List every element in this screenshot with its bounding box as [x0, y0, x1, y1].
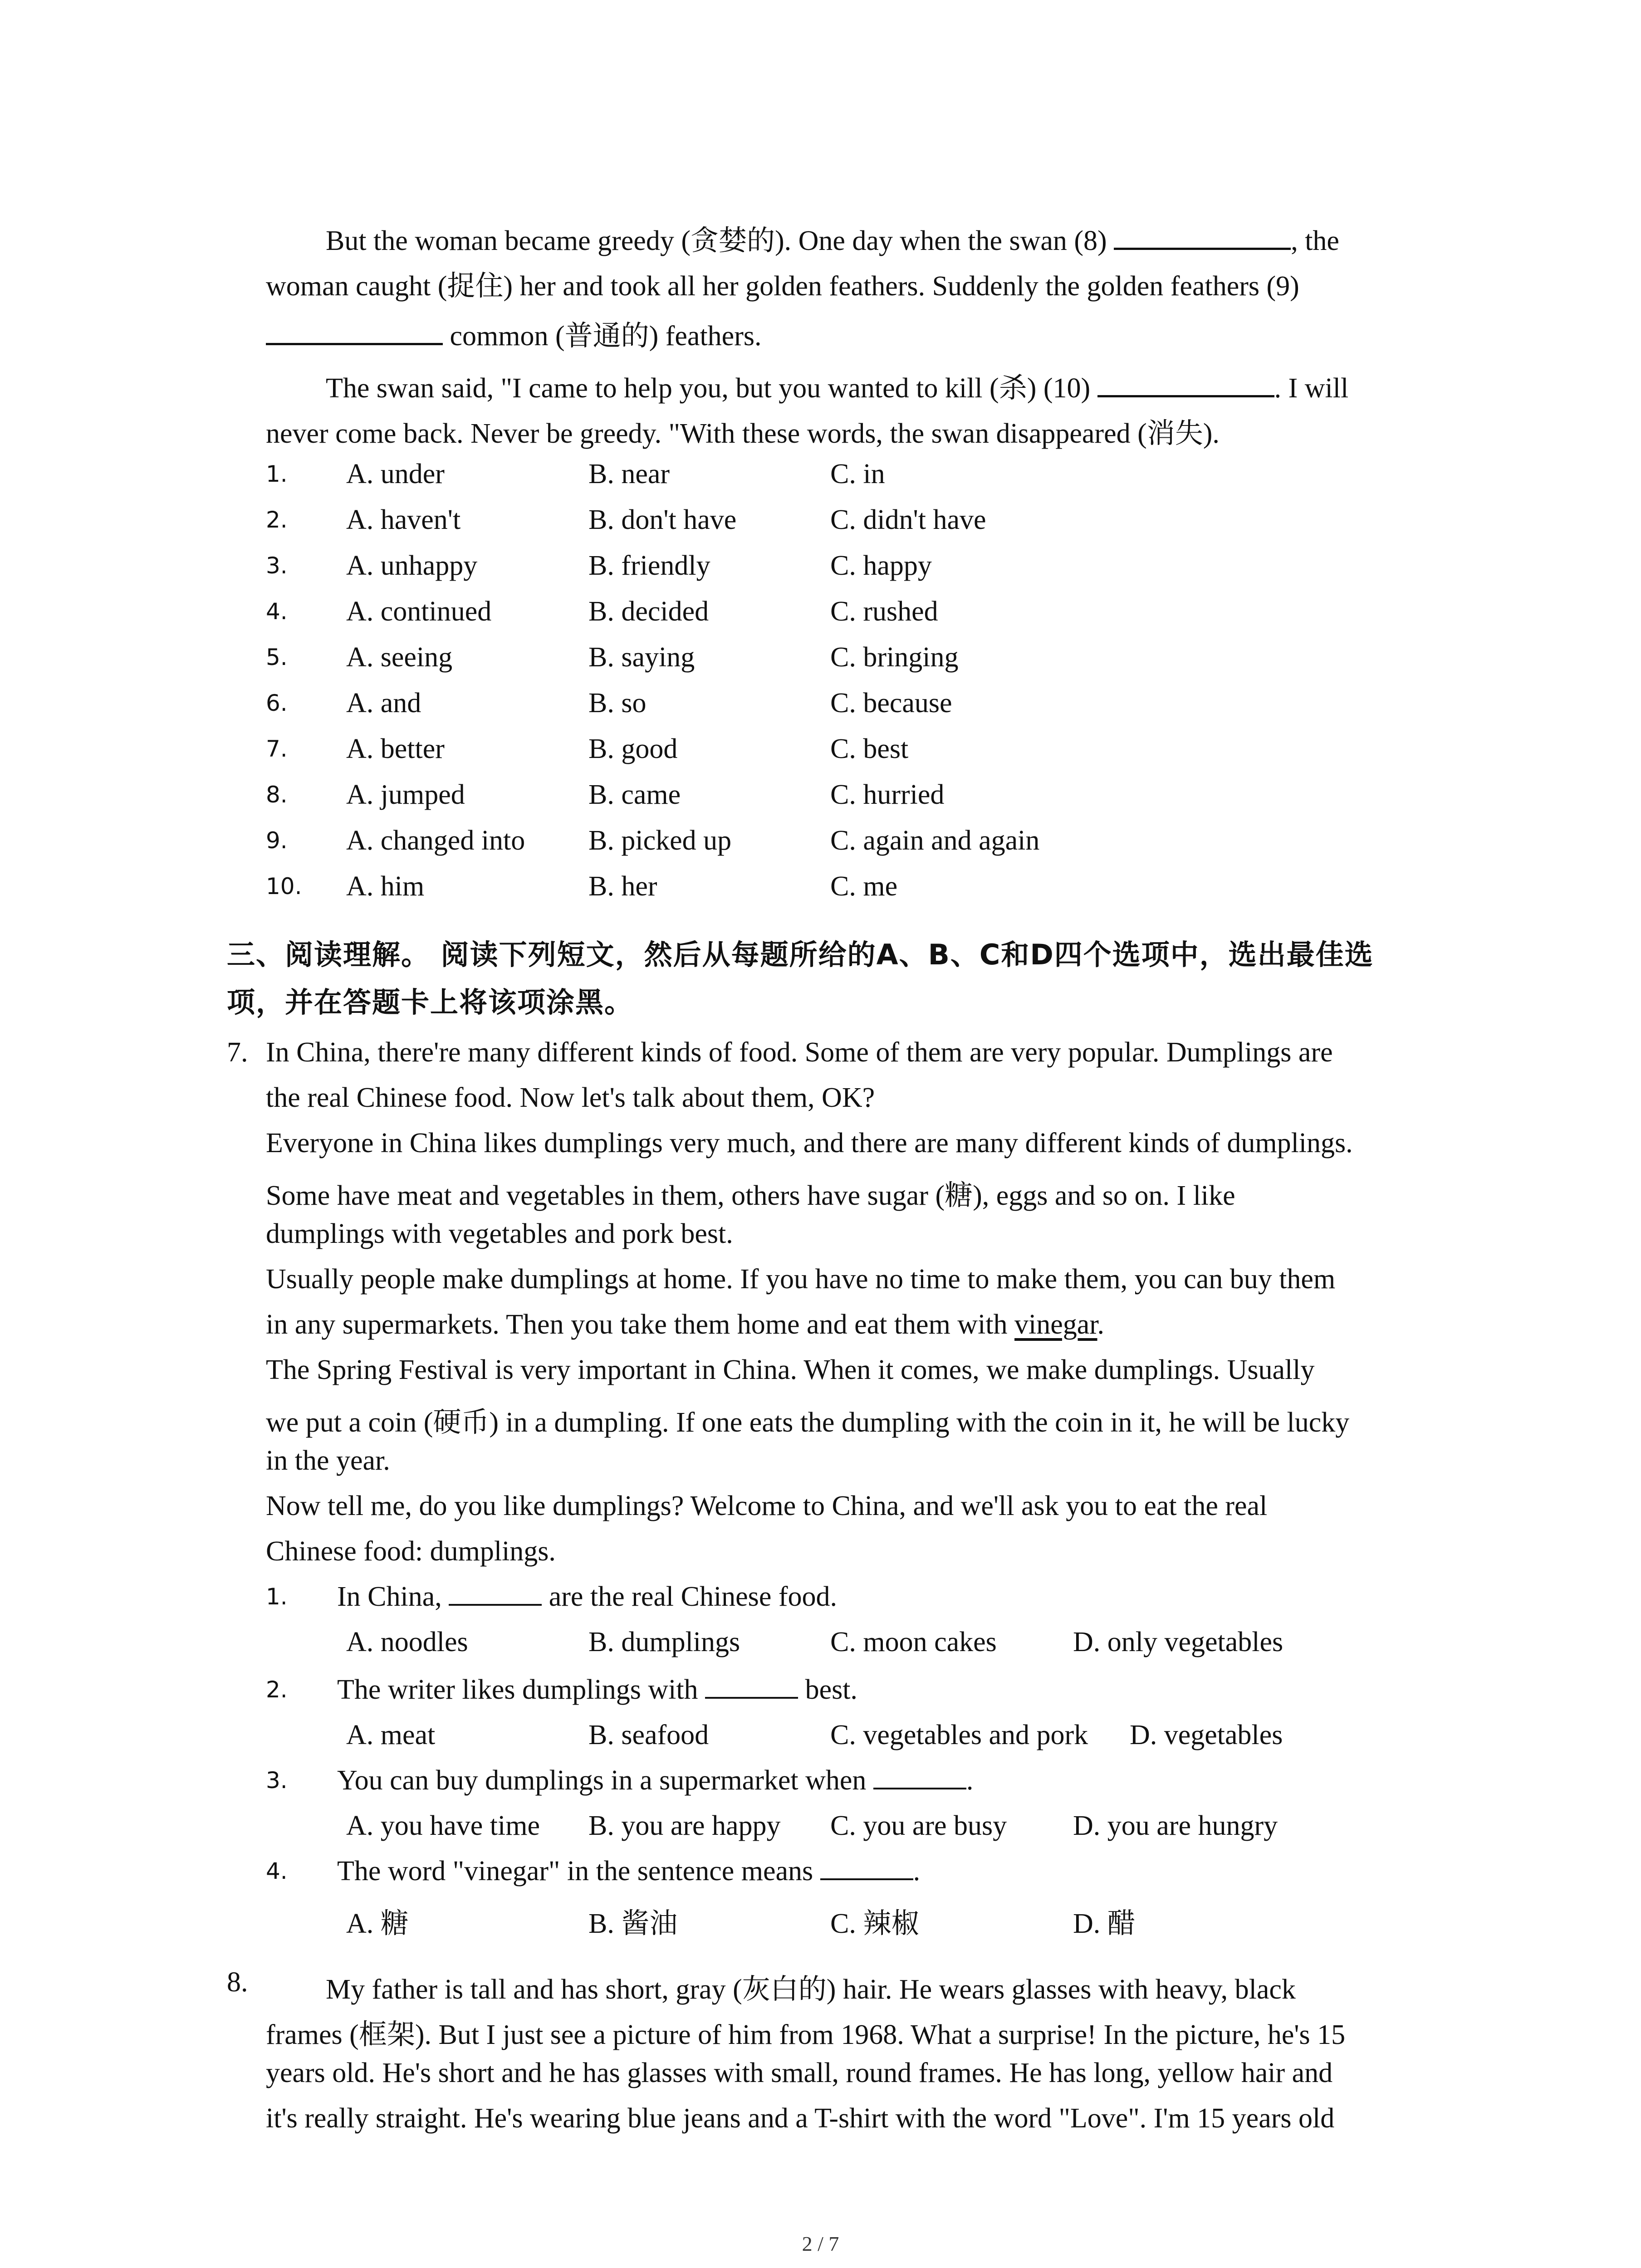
option-c: C. you are busy [830, 1810, 1007, 1841]
option-c: C. best [830, 733, 909, 764]
option-number: 10. [266, 873, 302, 899]
passage-line: The Spring Festival is very important in China. When it comes, we make dumplings. Usually [266, 1354, 1315, 1385]
option-b: B. saying [588, 642, 695, 673]
option-number: 6. [266, 690, 288, 716]
passage-line: in the year. [266, 1445, 390, 1476]
option-c: C. again and again [830, 825, 1040, 856]
option-b: B. near [588, 459, 670, 489]
option-a: A. jumped [346, 779, 465, 810]
question-number: 1. [266, 1584, 288, 1610]
question-number: 3. [266, 1767, 288, 1794]
story-text: , the [1291, 225, 1339, 256]
option-b: B. friendly [588, 550, 710, 581]
option-c: C. bringing [830, 642, 959, 673]
option-a: A. and [346, 688, 421, 719]
passage-line: Some have meat and vegetables in them, others have sugar (糖), eggs and so on. I like [266, 1180, 1235, 1211]
option-c: C. happy [830, 550, 932, 581]
option-b: B. decided [588, 596, 709, 627]
passage-line [266, 1309, 1104, 1341]
option-a: A. haven't [346, 504, 461, 535]
option-c: C. hurried [830, 779, 945, 810]
story-text: But the woman became greedy (贪婪的). One day when the swan (8) [326, 225, 1114, 256]
question-number: 7. [227, 1037, 248, 1068]
story-line [326, 365, 1348, 406]
option-c: C. in [830, 459, 885, 489]
question-number: 4. [266, 1858, 288, 1884]
option-c: C. 辣椒 [830, 1908, 920, 1939]
option-number: 4. [266, 598, 288, 625]
passage-line: Everyone in China likes dumplings very much, and there are many different kinds of dumplings. [266, 1128, 1353, 1158]
question-number: 2. [266, 1677, 288, 1703]
page-number: 2 / 7 [802, 2232, 839, 2255]
stem-text: The word "vinegar" in the sentence means [337, 1856, 820, 1887]
option-a: A. continued [346, 596, 492, 627]
option-d: D. only vegetables [1073, 1627, 1283, 1657]
passage-line: Now tell me, do you like dumplings? Welcome to China, and we'll ask you to eat the real [266, 1491, 1268, 1521]
question-stem [337, 1581, 837, 1613]
stem-text: . [913, 1856, 921, 1887]
option-number: 5. [266, 644, 288, 670]
option-a: A. unhappy [346, 550, 478, 581]
option-c: C. moon cakes [830, 1627, 997, 1657]
option-d: D. vegetables [1130, 1720, 1283, 1750]
stem-text: In China, [337, 1581, 449, 1612]
option-b: B. you are happy [588, 1810, 781, 1841]
option-a: A. 糖 [346, 1908, 409, 1939]
stem-text: are the real Chinese food. [542, 1581, 837, 1612]
question-stem [337, 1765, 973, 1797]
option-a: A. under [346, 459, 445, 489]
answer-blank [705, 1675, 798, 1699]
option-b: B. seafood [588, 1720, 709, 1750]
answer-blank [1097, 373, 1274, 397]
option-number: 9. [266, 827, 288, 854]
option-a: A. meat [346, 1720, 436, 1750]
story-line [326, 218, 1339, 258]
passage-line: we put a coin (硬币) in a dumpling. If one eats the dumpling with the coin in it, he will be lucky [266, 1407, 1350, 1438]
passage-line: years old. He's short and he has glasses with small, round frames. He has long, yellow hair and [266, 2058, 1333, 2088]
option-a: A. him [346, 871, 425, 902]
option-b: B. 酱油 [588, 1908, 678, 1939]
option-d: D. 醋 [1073, 1908, 1136, 1939]
option-b: B. so [588, 688, 647, 719]
option-number: 3. [266, 552, 288, 579]
answer-blank [820, 1857, 913, 1880]
option-a: A. noodles [346, 1627, 468, 1657]
option-a: A. changed into [346, 825, 525, 856]
option-a: A. seeing [346, 642, 453, 673]
option-number: 2. [266, 507, 288, 533]
story-text: . I will [1274, 373, 1349, 404]
option-c: C. rushed [830, 596, 938, 627]
answer-blank [1114, 226, 1291, 250]
option-number: 8. [266, 782, 288, 808]
option-a: A. you have time [346, 1810, 540, 1841]
story-text: The swan said, "I came to help you, but you wanted to kill (杀) (10) [326, 373, 1097, 404]
section-heading: 项，并在答题卡上将该项涂黑。 [227, 986, 634, 1019]
passage-line: Chinese food: dumplings. [266, 1536, 556, 1567]
story-line: never come back. Never be greedy. "With these words, the swan disappeared (消失). [266, 418, 1220, 449]
passage-line: My father is tall and has short, gray (灰白的) hair. He wears glasses with heavy, black [326, 1974, 1296, 2005]
passage-text: in any supermarkets. Then you take them home and eat them with [266, 1309, 1015, 1340]
question-stem [337, 1674, 857, 1706]
answer-blank [266, 321, 443, 345]
stem-text: You can buy dumplings in a supermarket when [337, 1765, 873, 1796]
passage-text: . [1097, 1309, 1105, 1340]
underlined-word: vinegar [1014, 1309, 1097, 1340]
story-line: woman caught (捉住) her and took all her golden feathers. Suddenly the golden feathers (9) [266, 271, 1299, 302]
answer-blank [449, 1582, 542, 1606]
stem-text: best. [798, 1674, 857, 1705]
passage-line: the real Chinese food. Now let's talk about them, OK? [266, 1082, 875, 1113]
option-b: B. don't have [588, 504, 737, 535]
story-line [266, 313, 761, 353]
option-a: A. better [346, 733, 445, 764]
option-c: C. vegetables and pork [830, 1720, 1088, 1750]
option-c: C. because [830, 688, 952, 719]
option-c: C. me [830, 871, 898, 902]
story-text: common (普通的) feathers. [443, 321, 762, 352]
passage-line: Usually people make dumplings at home. If you have no time to make them, you can buy them [266, 1264, 1336, 1295]
option-b: B. picked up [588, 825, 732, 856]
question-stem [337, 1855, 920, 1887]
passage-line: In China, there're many different kinds of food. Some of them are very popular. Dumplings are [266, 1037, 1333, 1068]
passage-line: dumplings with vegetables and pork best. [266, 1218, 733, 1249]
section-heading: 三、阅读理解。 阅读下列短文，然后从每题所给的A、B、C和D四个选项中，选出最佳选 [227, 938, 1374, 971]
passage-line: it's really straight. He's wearing blue jeans and a T-shirt with the word "Love". I'm 15 years old [266, 2103, 1335, 2134]
option-b: B. good [588, 733, 678, 764]
option-number: 7. [266, 736, 288, 762]
option-b: B. came [588, 779, 681, 810]
option-number: 1. [266, 461, 288, 487]
question-number: 8. [227, 1967, 248, 1998]
option-d: D. you are hungry [1073, 1810, 1278, 1841]
option-b: B. her [588, 871, 657, 902]
option-b: B. dumplings [588, 1627, 740, 1657]
stem-text: . [966, 1765, 974, 1796]
passage-line: frames (框架). But I just see a picture of him from 1968. What a surprise! In the picture, he's 15 [266, 2019, 1346, 2050]
answer-blank [873, 1766, 966, 1789]
stem-text: The writer likes dumplings with [337, 1674, 705, 1705]
option-c: C. didn't have [830, 504, 986, 535]
